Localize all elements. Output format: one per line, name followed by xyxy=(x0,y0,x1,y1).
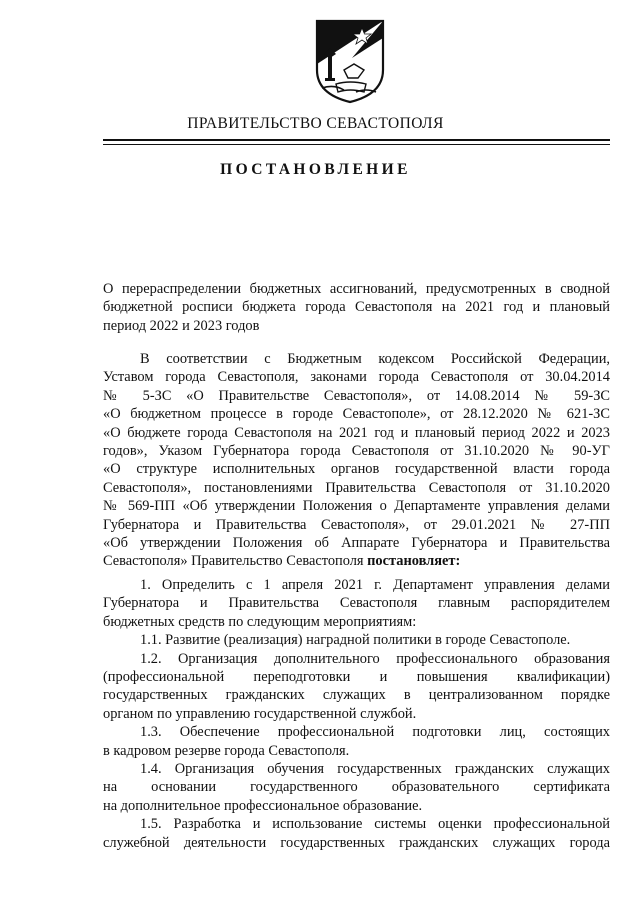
preamble-line: В соответствии с Бюджетным кодексом Российской Федерации, xyxy=(140,351,610,367)
header-rule-thin xyxy=(103,144,610,145)
preamble-line: «О бюджете города Севастополя на 2021 год и плановый период 2022 и 2023 xyxy=(103,424,610,441)
item-1-5-line: служебной деятельности государственных гражданских служащих города xyxy=(103,834,610,851)
item-1-4-line: на дополнительное профессиональное образование. xyxy=(103,797,423,814)
item-1-5-line: 1.5. Разработка и использование системы оценки профессиональной xyxy=(140,816,610,833)
preamble-line: Уставом города Севастополя, законами города Севастополя от 30.04.2014 xyxy=(103,369,610,386)
preamble-last-line xyxy=(103,552,610,570)
preamble-line: «О структуре исполнительных органов государственной власти города xyxy=(103,461,610,478)
document-subject xyxy=(103,280,610,335)
item-1-3-line: 1.3. Обеспечение профессиональной подготовки лиц, состоящих xyxy=(140,724,610,741)
item-1-2-line: (профессиональной переподготовки и повышения квалификации) xyxy=(103,669,610,686)
subject-line: период 2022 и 2023 годов xyxy=(103,317,260,334)
preamble-line: «Об утверждении Положения об Аппарате Губернатора и Правительства xyxy=(103,535,610,552)
header-rule-thick xyxy=(103,139,610,141)
item-1-4-line: 1.4. Организация обучения государственных гражданских служащих xyxy=(140,761,610,778)
item-1-2-line: 1.2. Организация дополнительного профессионального образования xyxy=(140,650,610,667)
item-1-2-line: органом по управлению государственной службой. xyxy=(103,705,417,722)
preamble-line: Севастополя», постановлениями Правительства Севастополя от 31.10.2020 xyxy=(103,479,610,496)
item-1-line: бюджетных средств по следующим мероприятиям: xyxy=(103,613,417,630)
preamble-line: Губернатора и Правительства Севастополя», от 29.01.2021 № 27-ПП xyxy=(103,516,610,533)
preamble-line: годов», Указом Губернатора города Севастополя от 31.10.2020 № 90-УГ xyxy=(103,443,610,460)
preamble-line: № 5-ЗС «О Правительстве Севастополя», от 14.08.2014 № 59-ЗС xyxy=(103,387,610,404)
preamble-line: Севастополя» Правительство Севастополя xyxy=(103,553,368,570)
preamble-line: «О бюджетном процессе в городе Севастополе», от 28.12.2020 № 621-ЗС xyxy=(103,406,610,423)
item-1-2-line: государственных гражданских служащих в централизованном порядке xyxy=(103,687,610,704)
item-1-3-line: в кадровом резерве города Севастополя. xyxy=(103,742,350,759)
preamble-paragraph xyxy=(103,350,610,571)
item-1-1-line: 1.1. Развитие (реализация) наградной политики в городе Севастополе. xyxy=(140,632,571,649)
org-title: ПРАВИТЕЛЬСТВО СЕВАСТОПОЛЯ xyxy=(187,115,444,132)
decree-word: постановляет: xyxy=(367,553,461,570)
sevastopol-coat-of-arms-icon xyxy=(314,18,386,104)
item-1-line: 1. Определить с 1 апреля 2021 г. Департамент управления делами xyxy=(140,577,610,593)
subject-line: О перераспределении бюджетных ассигнований, предусмотренных в сводной xyxy=(103,281,610,297)
preamble-line: № 569-ПП «Об утверждении Положения о Департаменте управления делами xyxy=(103,498,610,515)
item-1-line: Губернатора и Правительства Севастополя главным распорядителем xyxy=(103,595,610,612)
item-1-4-line: на основании государственного образовательного сертификата xyxy=(103,779,610,796)
document-type-title: ПОСТАНОВЛЕНИЕ xyxy=(220,161,411,178)
subject-line: бюджетной росписи бюджета города Севастополя на 2021 год и плановый xyxy=(103,299,610,316)
decree-items xyxy=(103,576,610,852)
